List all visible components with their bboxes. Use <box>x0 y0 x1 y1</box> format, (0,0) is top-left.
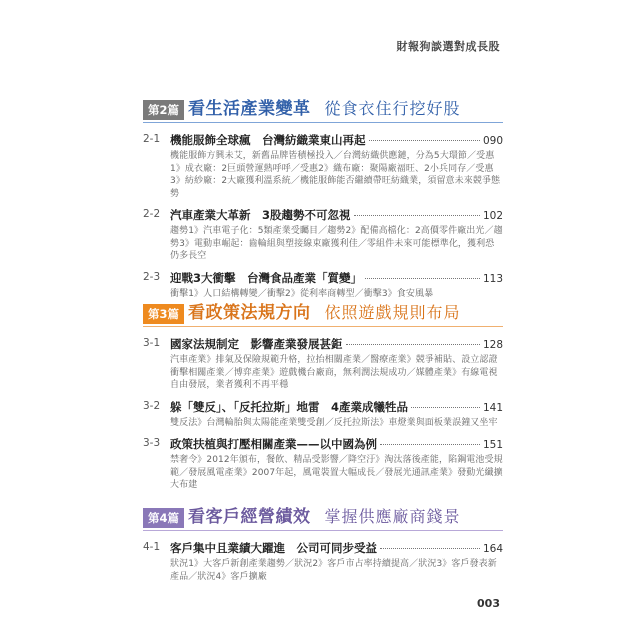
entry-page: 128 <box>482 339 503 351</box>
leader-dots <box>380 444 480 445</box>
part-header <box>143 96 503 120</box>
entry-title: 迎戰3大衝擊 台灣食品產業「質變」 <box>170 270 362 285</box>
part-subtitle: 掌握供應廠商錢景 <box>324 507 461 526</box>
entry-number: 2-2 <box>143 208 161 220</box>
toc-entry[interactable] <box>143 207 503 263</box>
entry-description: 趨勢1》汽車電子化：5類產業受矚目／趨勢2》配備高檔化：2高價零件廠出光／趨勢3》電動車崛起：齒輪組與塑接線束廠獲利佳／零組件未來可能標準化，獲利恐仍多長空 <box>170 226 503 261</box>
entry-title: 客戶集中且業績大躍進 公司可同步受益 <box>170 541 377 555</box>
entry-description: 雙反法》台灣輪胎與太陽能產業雙受創／反托拉斯法》車燈業與面板業誤鐘又坐牢 <box>170 417 498 428</box>
entry-title: 躲「雙反」、「反托拉斯」地雷 4產業成犧牲品 <box>170 399 408 414</box>
entry-description: 機能服飾方興未艾，新舊品牌皆積極投入／台灣紡織供應鏈，分為5大環節／受惠1》成衣廠：2巨頭營運熱呼呼／受惠2》織布廠：聚陽廠福旺、2小兵同存／受惠3》紡紗廠：2大廠獲利溫系統／機能服飾能否繼續帶旺紡織業，須留意未來競爭態勢 <box>170 151 501 199</box>
part-tag: 第4篇 <box>143 508 184 528</box>
toc-entry[interactable] <box>143 270 503 301</box>
entry-page: 090 <box>482 135 503 147</box>
toc-entry[interactable] <box>143 399 503 430</box>
entry-title: 國家法規制定 影響產業發展甚鉅 <box>170 337 343 351</box>
part-subtitle: 依照遊戲規則布局 <box>324 303 461 322</box>
part-title: 看生活產業變革 <box>188 99 311 119</box>
entry-page: 113 <box>482 272 503 285</box>
toc-entry[interactable] <box>143 540 503 583</box>
leader-dots <box>365 278 480 279</box>
part-header <box>143 504 503 528</box>
part-divider <box>143 530 503 531</box>
part-divider <box>143 326 503 327</box>
leader-dots <box>411 407 480 408</box>
entry-number: 4-1 <box>143 541 161 553</box>
entry-number: 3-1 <box>143 337 161 349</box>
running-head: 財報狗談選對成長股 <box>396 40 500 53</box>
leader-dots <box>346 344 480 345</box>
leader-dots <box>380 548 480 549</box>
part-header <box>143 300 503 324</box>
entry-page: 164 <box>482 543 503 555</box>
entry-number: 2-1 <box>143 133 161 145</box>
entry-number: 2-3 <box>143 270 161 283</box>
toc-entry[interactable] <box>143 132 503 200</box>
part-2-section <box>143 96 503 300</box>
entry-number: 3-2 <box>143 399 161 412</box>
leader-dots <box>354 215 480 216</box>
part-tag: 第3篇 <box>143 304 184 324</box>
entry-description: 衝擊1》人口結構轉變／衝擊2》從利率商轉型／衝擊3》食安風暴 <box>170 288 434 299</box>
part-4-section <box>143 504 503 583</box>
part-tag: 第2篇 <box>143 100 184 120</box>
toc-entry[interactable] <box>143 336 503 392</box>
entry-number: 3-3 <box>143 437 161 449</box>
part-title: 看政策法規方向 <box>188 303 311 323</box>
entry-title: 汽車產業大革新 3股趨勢不可忽視 <box>170 208 351 222</box>
part-subtitle: 從食衣住行挖好股 <box>324 99 461 118</box>
entry-description: 汽車產業》排氣及保險規範升格，拉抬相關產業／醫療產業》競爭補貼、設立認證衝擊相關產業／博弈產業》遊戲機台廠商，無利潤法規成功／媒體產業》有線電視自由發展，業者獲利不再平穩 <box>170 355 498 390</box>
entry-page: 102 <box>482 210 503 222</box>
entry-title: 政策扶植與打壓相關產業——以中國為例 <box>170 437 377 451</box>
leader-dots <box>369 140 480 141</box>
part-title: 看客戶經營績效 <box>188 507 311 527</box>
entry-page: 141 <box>482 401 503 414</box>
entry-title: 機能服飾全球瘋 台灣紡織業東山再起 <box>170 133 366 147</box>
entry-page: 151 <box>482 439 503 451</box>
part-divider <box>143 122 503 123</box>
page-number: 003 <box>477 597 500 610</box>
toc-entry[interactable] <box>143 436 503 492</box>
part-3-section <box>143 300 503 492</box>
entry-description: 狀況1》大客戶新創產業趨勢／狀況2》客戶市占率持續提高／狀況3》客戶發表新產品／狀況4》客戶擴廠 <box>170 559 497 582</box>
entry-description: 禁奢令》2012年頒布，餐飲、精品受影響／降空汙》淘汰落後產能，陷鋼電池受規範／發展風電產業》2007年起，風電裝置大幅成長／發展光通訊產業》發動光纖擴大布建 <box>170 455 503 490</box>
